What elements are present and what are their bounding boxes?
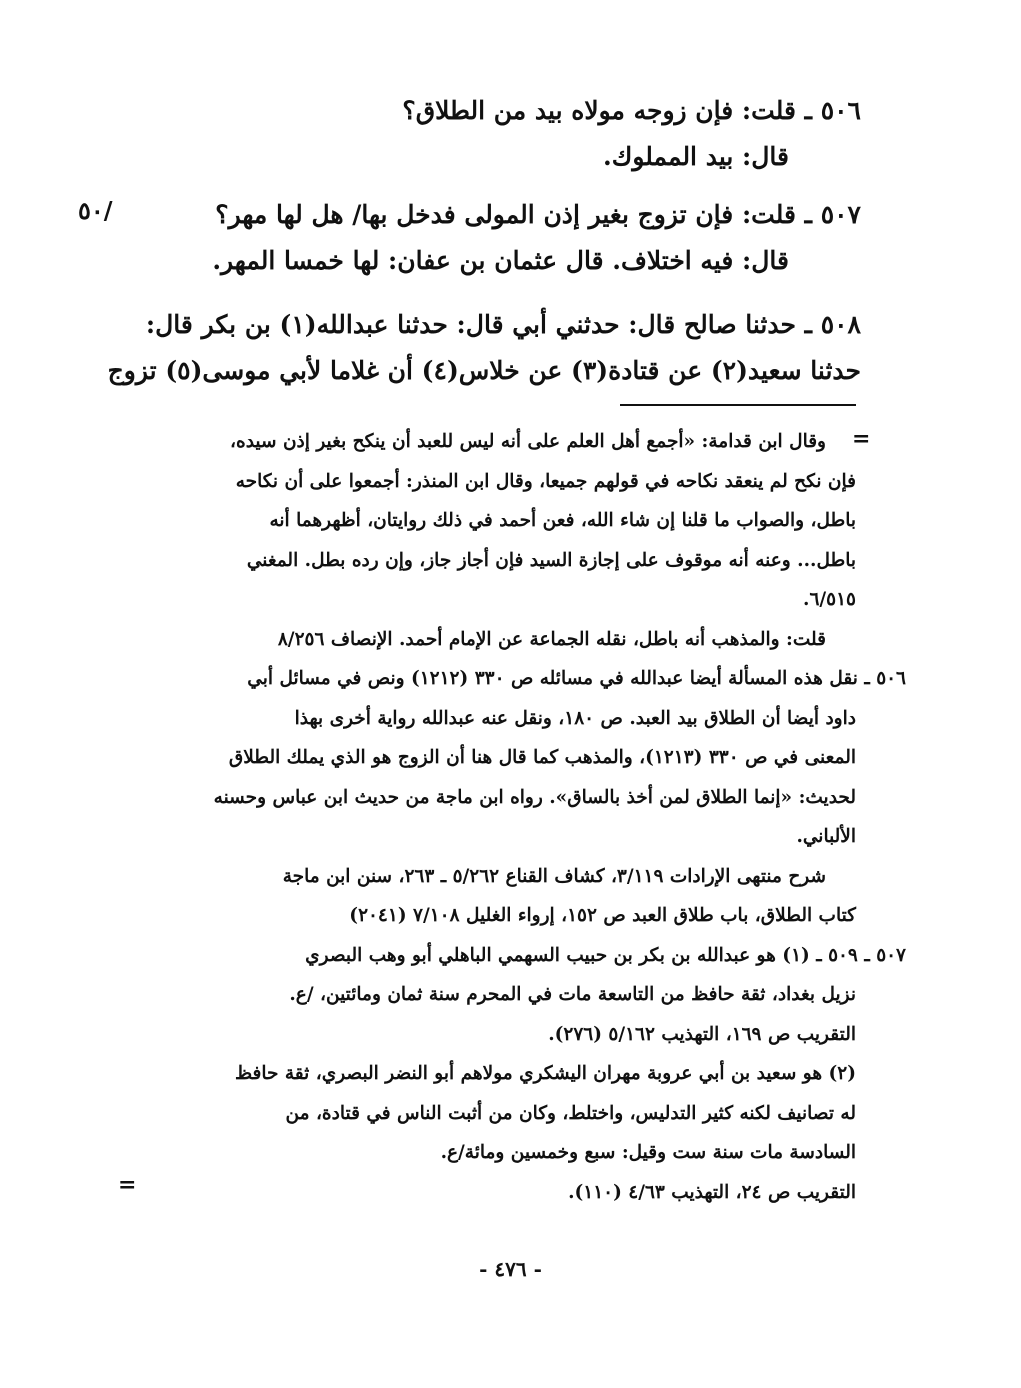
question-506: [161, 88, 861, 180]
answer-text: قال: بيد المملوك.: [603, 142, 789, 171]
footnote-line: نزيل بغداد، ثقة حافظ من التاسعة مات في المحرم سنة ثمان ومائتين، /ع.: [289, 984, 856, 1005]
margin-reference: /٥٠: [78, 196, 113, 225]
footnote-2: (٢) هو سعيد بن أبي عروبة مهران اليشكري مولاهم أبو النضر البصري، ثقة حافظ: [234, 1063, 856, 1084]
footnote-qult: قلت: والمذهب أنه باطل، نقله الجماعة عن الإمام أحمد. الإنصاف ٨/٢٥٦: [277, 628, 826, 650]
question-number: ٥٠٦ ـ: [804, 96, 861, 125]
footnote-line: باطل... وعنه أنه موقوف على إجازة السيد فإن أجاز جاز، وإن رده بطل. المغني: [246, 549, 856, 571]
footnotes: [156, 422, 906, 1212]
footnote-line: لحديث: «إنما الطلاق لمن أخذ بالساق». رواه ابن ماجة من حديث ابن عباس وحسنه: [213, 786, 856, 808]
footnote-line: ٦/٥١٥.: [803, 589, 856, 610]
narration-line-1: حدثنا صالح قال: حدثني أبي قال: حدثنا عبدالله(١) بن بكر قال:: [145, 310, 796, 339]
footnote-reference: كتاب الطلاق، باب طلاق العبد ص ١٥٢، إرواء الغليل ٧/١٠٨ (٢٠٤١): [349, 905, 856, 926]
question-text: قلت: فإن زوجه مولاه بيد من الطلاق؟: [402, 96, 796, 125]
page-number: - ٤٧٦ -: [479, 1257, 542, 1281]
footnote-reference: التقريب ص ٢٤، التهذيب ٤/٦٣ (١١٠).: [568, 1181, 856, 1203]
footnote-line: فإن نكح لم ينعقد نكاحه في قولهم جميعا، وقال ابن المنذر: أجمعوا على أن نكاحه: [235, 470, 856, 492]
question-507: [161, 192, 861, 284]
narration-line-2: حدثنا سعيد(٢) عن قتادة(٣) عن خلاس(٤) أن غلاما لأبي موسى(٥) تزوج: [107, 356, 861, 385]
footnote-line: المعنى في ص ٣٣٠ (١٢١٣)، والمذهب كما قال هنا أن الزوج هو الذي يملك الطلاق: [228, 747, 856, 768]
footnote-line: وقال ابن قدامة: «أجمع أهل العلم على أنه ليس للعبد أن ينكح بغير إذن سيده،: [230, 431, 826, 452]
footnote-separator: [620, 404, 856, 406]
answer-text: قال: فيه اختلاف. قال عثمان بن عفان: لها خمسا المهر.: [212, 246, 789, 275]
question-508: [107, 302, 861, 394]
footnote-line: له تصانيف لكنه كثير التدليس، واختلط، وكان من أثبت الناس في قتادة، من: [285, 1102, 856, 1124]
footnote-reference: شرح منتهى الإرادات ٣/١١٩، كشاف القناع ٥/٢٦٢ ـ ٢٦٣، سنن ابن ماجة: [282, 865, 826, 887]
question-text: قلت: فإن تزوج بغير إذن المولى فدخل بها/ هل لها مهر؟: [215, 200, 796, 229]
footnote-507-509: ٥٠٧ ـ ٥٠٩ ـ (١) هو عبدالله بن بكر بن حبيب السهمي الباهلي أبو وهب البصري: [305, 944, 906, 966]
footnote-506: ٥٠٦ ـ نقل هذه المسألة أيضا عبدالله في مسائله ص ٣٣٠ (١٢١٢) ونص في مسائل أبي: [247, 668, 906, 689]
question-number: ٥٠٧ ـ: [804, 200, 861, 229]
footnote-reference: التقريب ص ١٦٩، التهذيب ٥/١٦٢ (٢٧٦).: [548, 1023, 856, 1045]
footnote-line: باطل، والصواب ما قلنا إن شاء الله، فعن أحمد في ذلك روايتان، أظهرهما أنه: [269, 510, 856, 531]
footnote-line: الألباني.: [796, 826, 856, 847]
footnote-line: داود أيضا أن الطلاق بيد العبد. ص ١٨٠، ونقل عنه عبدالله رواية أخرى بهذا: [294, 707, 856, 729]
question-number: ٥٠٨ ـ: [804, 310, 861, 339]
footnote-continuation-mark: =: [852, 426, 871, 452]
footnote-continues-mark: =: [118, 1172, 137, 1198]
footnote-line: السادسة مات سنة ست وقيل: سبع وخمسين ومائة/ع.: [440, 1142, 856, 1163]
